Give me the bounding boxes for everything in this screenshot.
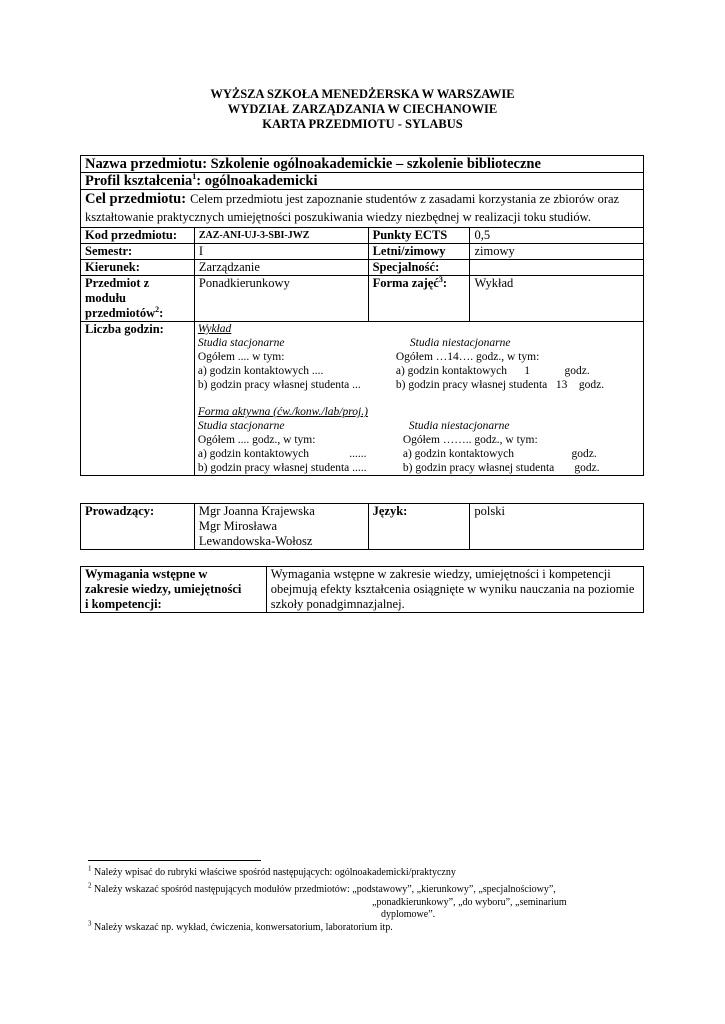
- instructor-2-first: Mgr Mirosława: [198, 519, 277, 533]
- objective-row: [81, 190, 644, 228]
- requirements-label-line-1: Wymagania wstępne w: [85, 567, 208, 581]
- module-label-line-2: modułu: [85, 291, 126, 305]
- lecture-nonstationary-title: Studia niestacjonarne: [409, 337, 511, 349]
- document-header: [0, 87, 725, 132]
- active-stationary-title: Studia stacjonarne: [197, 420, 285, 432]
- course-name-label: Nazwa przedmiotu:: [85, 156, 208, 172]
- instructors-row: [81, 504, 644, 550]
- course-name-row: [81, 156, 644, 173]
- footnote-3: [88, 919, 393, 934]
- requirements-label-line-2: zakresie wiedzy, umiejętności: [85, 582, 242, 596]
- language-value: polski: [470, 504, 644, 550]
- code-value: ZAZ-ANI-UJ-3-SBI-JWZ: [194, 228, 368, 244]
- module-label-line-1: Przedmiot z: [85, 276, 150, 290]
- document-title: KARTA PRZEDMIOTU - SYLABUS: [262, 117, 463, 131]
- requirements-table: [80, 566, 644, 613]
- ects-label: Punkty ECTS: [368, 228, 470, 244]
- profile-label: Profil kształcenia: [85, 173, 193, 189]
- lecture-nonstationary-total: Ogółem …14…. godz., w tym:: [395, 351, 540, 363]
- objective-label: Cel przedmiotu:: [85, 191, 187, 207]
- active-nonstationary-contact: a) godzin kontaktowych godz.: [402, 448, 597, 460]
- faculty-name: WYDZIAŁ ZARZĄDZANIA W CIECHANOWIE: [227, 102, 498, 116]
- lecture-stationary: [198, 336, 396, 392]
- objective-value: Celem przedmiotu jest zapoznanie studentów z zasadami korzystania ze zbiorów oraz kształtowanie praktycznych umiejętności poszukiwania wiedzy niezbędnej w realizacji toku studiów.: [85, 192, 620, 224]
- lecture-stationary-title: Studia stacjonarne: [197, 337, 285, 349]
- semester-value: I: [194, 244, 368, 260]
- form-label-colon: :: [442, 276, 448, 290]
- active-nonstationary-self: b) godzin pracy własnej studenta godz.: [402, 462, 600, 474]
- module-label: [81, 276, 195, 322]
- lecture-stationary-contact: a) godzin kontaktowych ....: [197, 365, 324, 377]
- footnote-2-text-a: Należy wskazać spośród następujących modułów przedmiotów: „podstawowy”, „kierunkowy”, „specjalnościowy”,: [94, 884, 556, 895]
- requirements-row: [81, 567, 644, 613]
- footnote-2-text-c: dyplomowe”.: [381, 909, 436, 920]
- season-value: zimowy: [470, 244, 644, 260]
- lecture-title: Wykład: [197, 323, 232, 335]
- footnote-2: [88, 881, 556, 896]
- instructor-1: Mgr Joanna Krajewska: [198, 504, 315, 518]
- school-name: WYŻSZA SZKOŁA MENEDŻERSKA W WARSZAWIE: [210, 87, 515, 101]
- form-label-text: Forma zajęć: [372, 276, 439, 290]
- semester-row: [81, 244, 644, 260]
- instructor-2-last: Lewandowska-Wołosz: [198, 534, 313, 548]
- form-label: [368, 276, 470, 322]
- module-label-line-3: przedmiotów: [85, 306, 156, 320]
- footnote-ref-3: 3: [438, 274, 443, 284]
- footnote-separator: [88, 860, 261, 861]
- footnote-1-number: 1: [88, 864, 92, 873]
- code-row: [81, 228, 644, 244]
- footnote-2-text-b: „ponadkierunkowy”, „do wyboru”, „seminarium: [372, 897, 567, 908]
- code-label: Kod przedmiotu:: [81, 228, 195, 244]
- form-value: Wykład: [470, 276, 644, 322]
- footnote-1: [88, 864, 456, 879]
- profile-row: [81, 173, 644, 190]
- footnote-ref-2: 2: [155, 304, 160, 314]
- specialty-value: [470, 260, 644, 276]
- lecture-stationary-total: Ogółem .... w tym:: [197, 351, 285, 363]
- lecture-nonstationary-self: b) godzin pracy własnej studenta 13 godz.: [395, 379, 605, 391]
- requirements-label-line-3: i kompetencji:: [85, 597, 162, 611]
- footnote-3-text: Należy wskazać np. wykład, ćwiczenia, konwersatorium, laboratorium itp.: [94, 922, 393, 933]
- active-stationary-total: Ogółem .... godz., w tym:: [197, 434, 316, 446]
- module-row: [81, 276, 644, 322]
- requirements-value: Wymagania wstępne w zakresie wiedzy, umiejętności i kompetencji obejmują efekty kształcenia osiągnięte w wyniku nauczania na poziomie szkoły ponadgimnazjalnej.: [266, 567, 643, 613]
- active-stationary-contact: a) godzin kontaktowych ......: [197, 448, 367, 460]
- requirements-label: [81, 567, 267, 613]
- footnote-1-text: Należy wpisać do rubryki właściwe spośród następujących: ogólnoakademicki/praktyczny: [94, 867, 456, 878]
- lecture-block: [198, 336, 640, 392]
- hours-details: [194, 322, 643, 476]
- profile-value: : ogólnoakademicki: [196, 173, 318, 189]
- field-value: Zarządzanie: [194, 260, 368, 276]
- footnote-ref-1: 1: [192, 172, 197, 182]
- module-value: Ponadkierunkowy: [194, 276, 368, 322]
- field-label: Kierunek:: [81, 260, 195, 276]
- instructors-label: Prowadzący:: [81, 504, 195, 550]
- active-stationary: [198, 419, 403, 475]
- active-block: [198, 419, 640, 475]
- active-non-stationary: [403, 419, 633, 475]
- language-label: Język:: [368, 504, 470, 550]
- season-label: Letni/zimowy: [368, 244, 470, 260]
- instructors-table: [80, 503, 644, 550]
- active-form-title: Forma aktywna (ćw./konw./lab/proj.): [197, 406, 368, 418]
- lecture-nonstationary-contact: a) godzin kontaktowych 1 godz.: [395, 365, 590, 377]
- lecture-stationary-self: b) godzin pracy własnej studenta ...: [197, 379, 361, 391]
- field-row: [81, 260, 644, 276]
- hours-row: [81, 322, 644, 476]
- instructors-value: [194, 504, 368, 550]
- active-nonstationary-total: Ogółem …….. godz., w tym:: [402, 434, 538, 446]
- hours-label: Liczba godzin:: [81, 322, 195, 476]
- semester-label: Semestr:: [81, 244, 195, 260]
- syllabus-main-table: [80, 155, 644, 476]
- module-label-colon: :: [159, 306, 164, 320]
- ects-value: 0,5: [470, 228, 644, 244]
- active-nonstationary-title: Studia niestacjonarne: [408, 420, 510, 432]
- footnote-2-number: 2: [88, 881, 92, 890]
- course-name-value: Szkolenie ogólnoakademickie – szkolenie biblioteczne: [210, 156, 541, 172]
- active-stationary-self: b) godzin pracy własnej studenta .....: [197, 462, 367, 474]
- footnote-3-number: 3: [88, 919, 92, 928]
- specialty-label: Specjalność:: [368, 260, 470, 276]
- lecture-non-stationary: [396, 336, 626, 392]
